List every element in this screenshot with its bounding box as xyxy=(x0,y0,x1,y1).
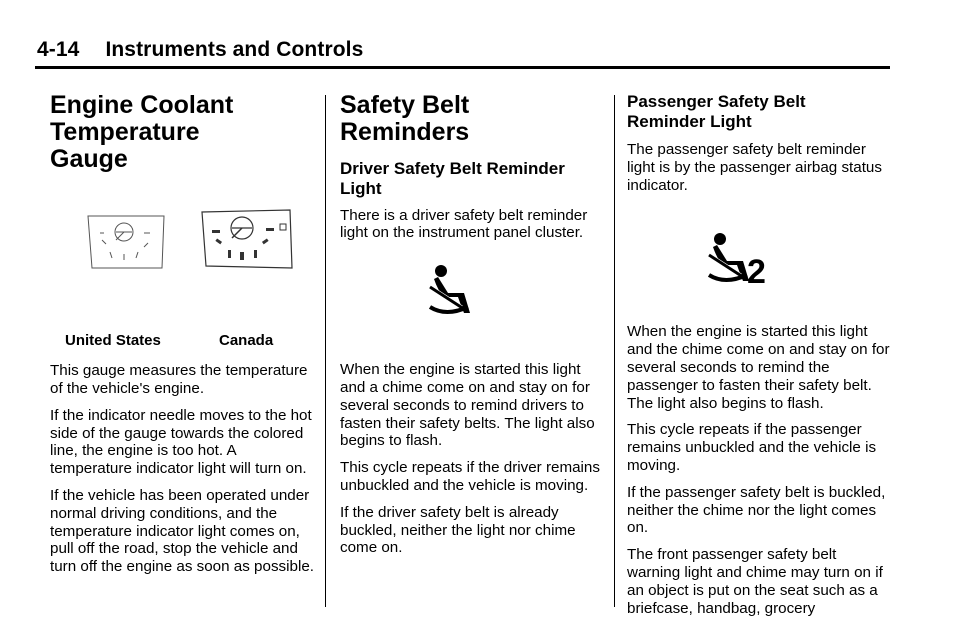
passenger-number: 2 xyxy=(747,253,766,292)
section-heading: Safety Belt Reminders xyxy=(340,91,470,146)
gauge-us-icon xyxy=(86,210,166,270)
gauge-canada-icon xyxy=(196,206,296,270)
paragraph: This gauge measures the temperature of the vehicle's engine. xyxy=(50,362,308,398)
page-number: 4-14 xyxy=(37,38,80,61)
subheading: Driver Safety Belt Reminder Light xyxy=(340,158,565,198)
paragraph: This cycle repeats if the driver remains unbuckled and the vehicle is moving. xyxy=(340,459,600,494)
gauge-figures xyxy=(50,172,318,350)
section-title: Instruments and Controls xyxy=(105,38,364,61)
column-divider xyxy=(614,95,615,607)
column-safety-belt-reminders xyxy=(340,86,605,566)
paragraph: If the driver safety belt is already buckled, neither the light nor chime come on. xyxy=(340,503,576,557)
column-divider xyxy=(325,95,326,607)
paragraph: When the engine is started this light and a chime come on and stay on for several seconds to remind drivers to fasten their safety belts. The light also begins to flash. xyxy=(340,361,595,450)
paragraph: If the passenger safety belt is buckled, neither the chime nor the light comes on. xyxy=(627,483,886,537)
caption-canada: Canada xyxy=(219,332,274,350)
paragraph: This cycle repeats if the passenger remains unbuckled and the vehicle is moving. xyxy=(627,421,877,475)
paragraph: The front passenger safety belt warning light and chime may turn on if an object is put on the seat such as a briefcase, handbag, grocery xyxy=(627,546,883,617)
paragraph: There is a driver safety belt reminder light on the instrument panel cluster. xyxy=(340,206,588,242)
seatbelt-icon xyxy=(424,263,474,319)
paragraph: The passenger safety belt reminder light is by the passenger airbag status indicator. xyxy=(627,141,882,194)
paragraph: When the engine is started this light and the chime come on and stay on for several seconds to remind the passenger to fasten their safety belt. The light also begins to flash. xyxy=(627,323,890,412)
passenger-seatbelt-icon xyxy=(703,231,753,287)
paragraph: If the indicator needle moves to the hot side of the gauge towards the colored line, the engine is too hot. A temperature indicator light will turn on. xyxy=(50,406,312,478)
subheading: Passenger Safety Belt Reminder Light xyxy=(627,92,806,132)
paragraph: If the vehicle has been operated under normal driving conditions, and the temperature indicator light comes on, pull off the road, stop the vehicle and turn off the engine as soon as possible. xyxy=(50,487,314,576)
header-rule xyxy=(35,66,890,69)
column-passenger-reminder xyxy=(627,86,892,626)
page-header xyxy=(37,38,363,62)
caption-united-states: United States xyxy=(65,332,161,350)
column-engine-coolant xyxy=(50,86,318,585)
section-heading: Engine Coolant Temperature Gauge xyxy=(50,91,234,173)
